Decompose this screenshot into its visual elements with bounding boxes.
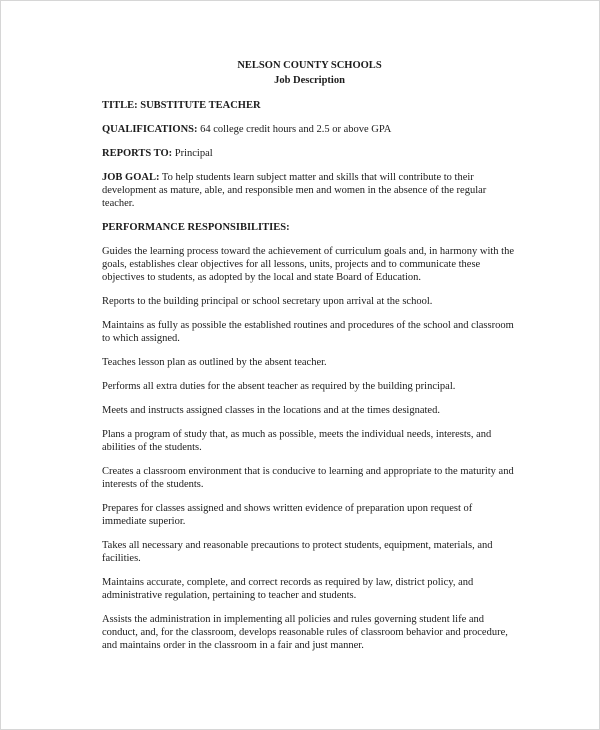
responsibility-paragraph: Assists the administration in implementing all policies and rules governing student life and conduct, and, for the classroom, develops reasonable rules of classroom behavior and procedure, and maintains order in the classroom in a fair and just manner. (102, 614, 508, 651)
field-title-label: TITLE: (102, 100, 138, 111)
document-header (102, 58, 517, 88)
responsibility-paragraph: Prepares for classes assigned and shows written evidence of preparation upon request of immediate superior. (102, 503, 473, 527)
responsibility-paragraph: Creates a classroom environment that is conducive to learning and appropriate to the maturity and interests of the students. (102, 466, 514, 490)
field-qualifications (102, 123, 517, 136)
field-job-goal-value: To help students learn subject matter and skills that will contribute to their development as mature, able, and responsible men and women in the absence of the regular teacher. (102, 172, 487, 209)
section-heading-performance-responsibilities: PERFORMANCE RESPONSIBILITIES: (102, 222, 290, 233)
field-reports-to-value: Principal (174, 148, 213, 159)
responsibility-paragraph: Takes all necessary and reasonable precautions to protect students, equipment, materials, and facilities. (102, 540, 493, 564)
responsibility-paragraph: Guides the learning process toward the achievement of curriculum goals and, in harmony with the goals, establishes clear objectives for all lessons, units, projects and to communicate these objectives to students, as adopted by the local and state Board of Education. (102, 246, 515, 283)
field-job-goal-label: JOB GOAL: (102, 172, 160, 183)
field-reports-to (102, 147, 517, 160)
responsibility-paragraph: Maintains accurate, complete, and correct records as required by law, district policy, and administrative regulation, pertaining to teacher and students. (102, 577, 474, 601)
responsibility-paragraph: Teaches lesson plan as outlined by the absent teacher. (102, 357, 327, 368)
responsibility-paragraph: Reports to the building principal or school secretary upon arrival at the school. (102, 296, 433, 307)
responsibility-paragraph: Meets and instructs assigned classes in the locations and at the times designated. (102, 405, 440, 416)
field-qualifications-value: 64 college credit hours and 2.5 or above GPA (200, 124, 392, 135)
field-qualifications-label: QUALIFICATIONS: (102, 124, 198, 135)
responsibility-paragraph: Performs all extra duties for the absent teacher as required by the building principal. (102, 381, 456, 392)
field-title-value: SUBSTITUTE TEACHER (140, 100, 261, 111)
responsibility-paragraph: Maintains as fully as possible the established routines and procedures of the school and classroom to which assigned. (102, 320, 514, 344)
field-reports-to-label: REPORTS TO: (102, 148, 173, 159)
field-job-goal (102, 171, 517, 210)
header-doc-type: Job Description (274, 75, 345, 86)
field-title (102, 99, 517, 112)
header-organization: NELSON COUNTY SCHOOLS (237, 60, 382, 71)
responsibility-paragraph: Plans a program of study that, as much as possible, meets the individual needs, interests, and abilities of the students. (102, 429, 492, 453)
